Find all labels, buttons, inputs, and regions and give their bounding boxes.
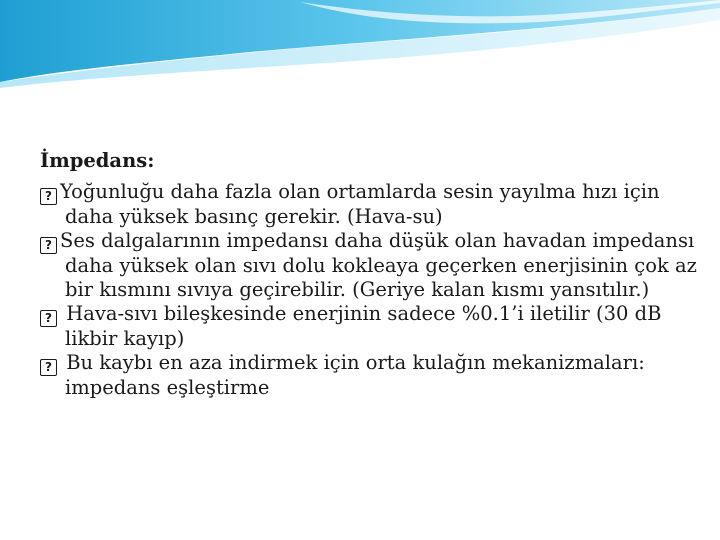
bullet-text-4: Bu kaybı en aza indirmek için orta kulağın mekanizmaları: impedans eşleştirme <box>60 351 645 399</box>
bullet-text-3: Hava-sıvı bileşkesinde enerjinin sadece %0.1’i iletilir (30 dB likbir kayıp) <box>60 302 662 350</box>
bullet-placeholder-icon: ? <box>40 359 57 376</box>
bullet-item-4 <box>40 351 700 400</box>
bullet-placeholder-icon: ? <box>40 310 57 327</box>
bullet-item-1 <box>40 180 700 229</box>
header-wave-decoration <box>0 0 720 90</box>
slide-heading: İmpedans: <box>40 149 155 172</box>
bullet-placeholder-icon: ? <box>40 237 57 254</box>
slide-body <box>40 148 700 400</box>
bullet-item-3 <box>40 302 700 351</box>
bullet-placeholder-icon: ? <box>40 188 57 205</box>
bullet-text-1: Yoğunluğu daha fazla olan ortamlarda sesin yayılma hızı için daha yüksek basınç gerekir. (Hava-su) <box>60 180 660 228</box>
bullet-text-2: Ses dalgalarının impedansı daha düşük olan havadan impedansı daha yüksek olan sıvı dolu kokleaya geçerken enerjisinin çok az bir kısmını sıvıya geçirebilir. (Geriye kalan kısmı yansıtılır.) <box>60 229 697 301</box>
bullet-item-2 <box>40 229 700 302</box>
